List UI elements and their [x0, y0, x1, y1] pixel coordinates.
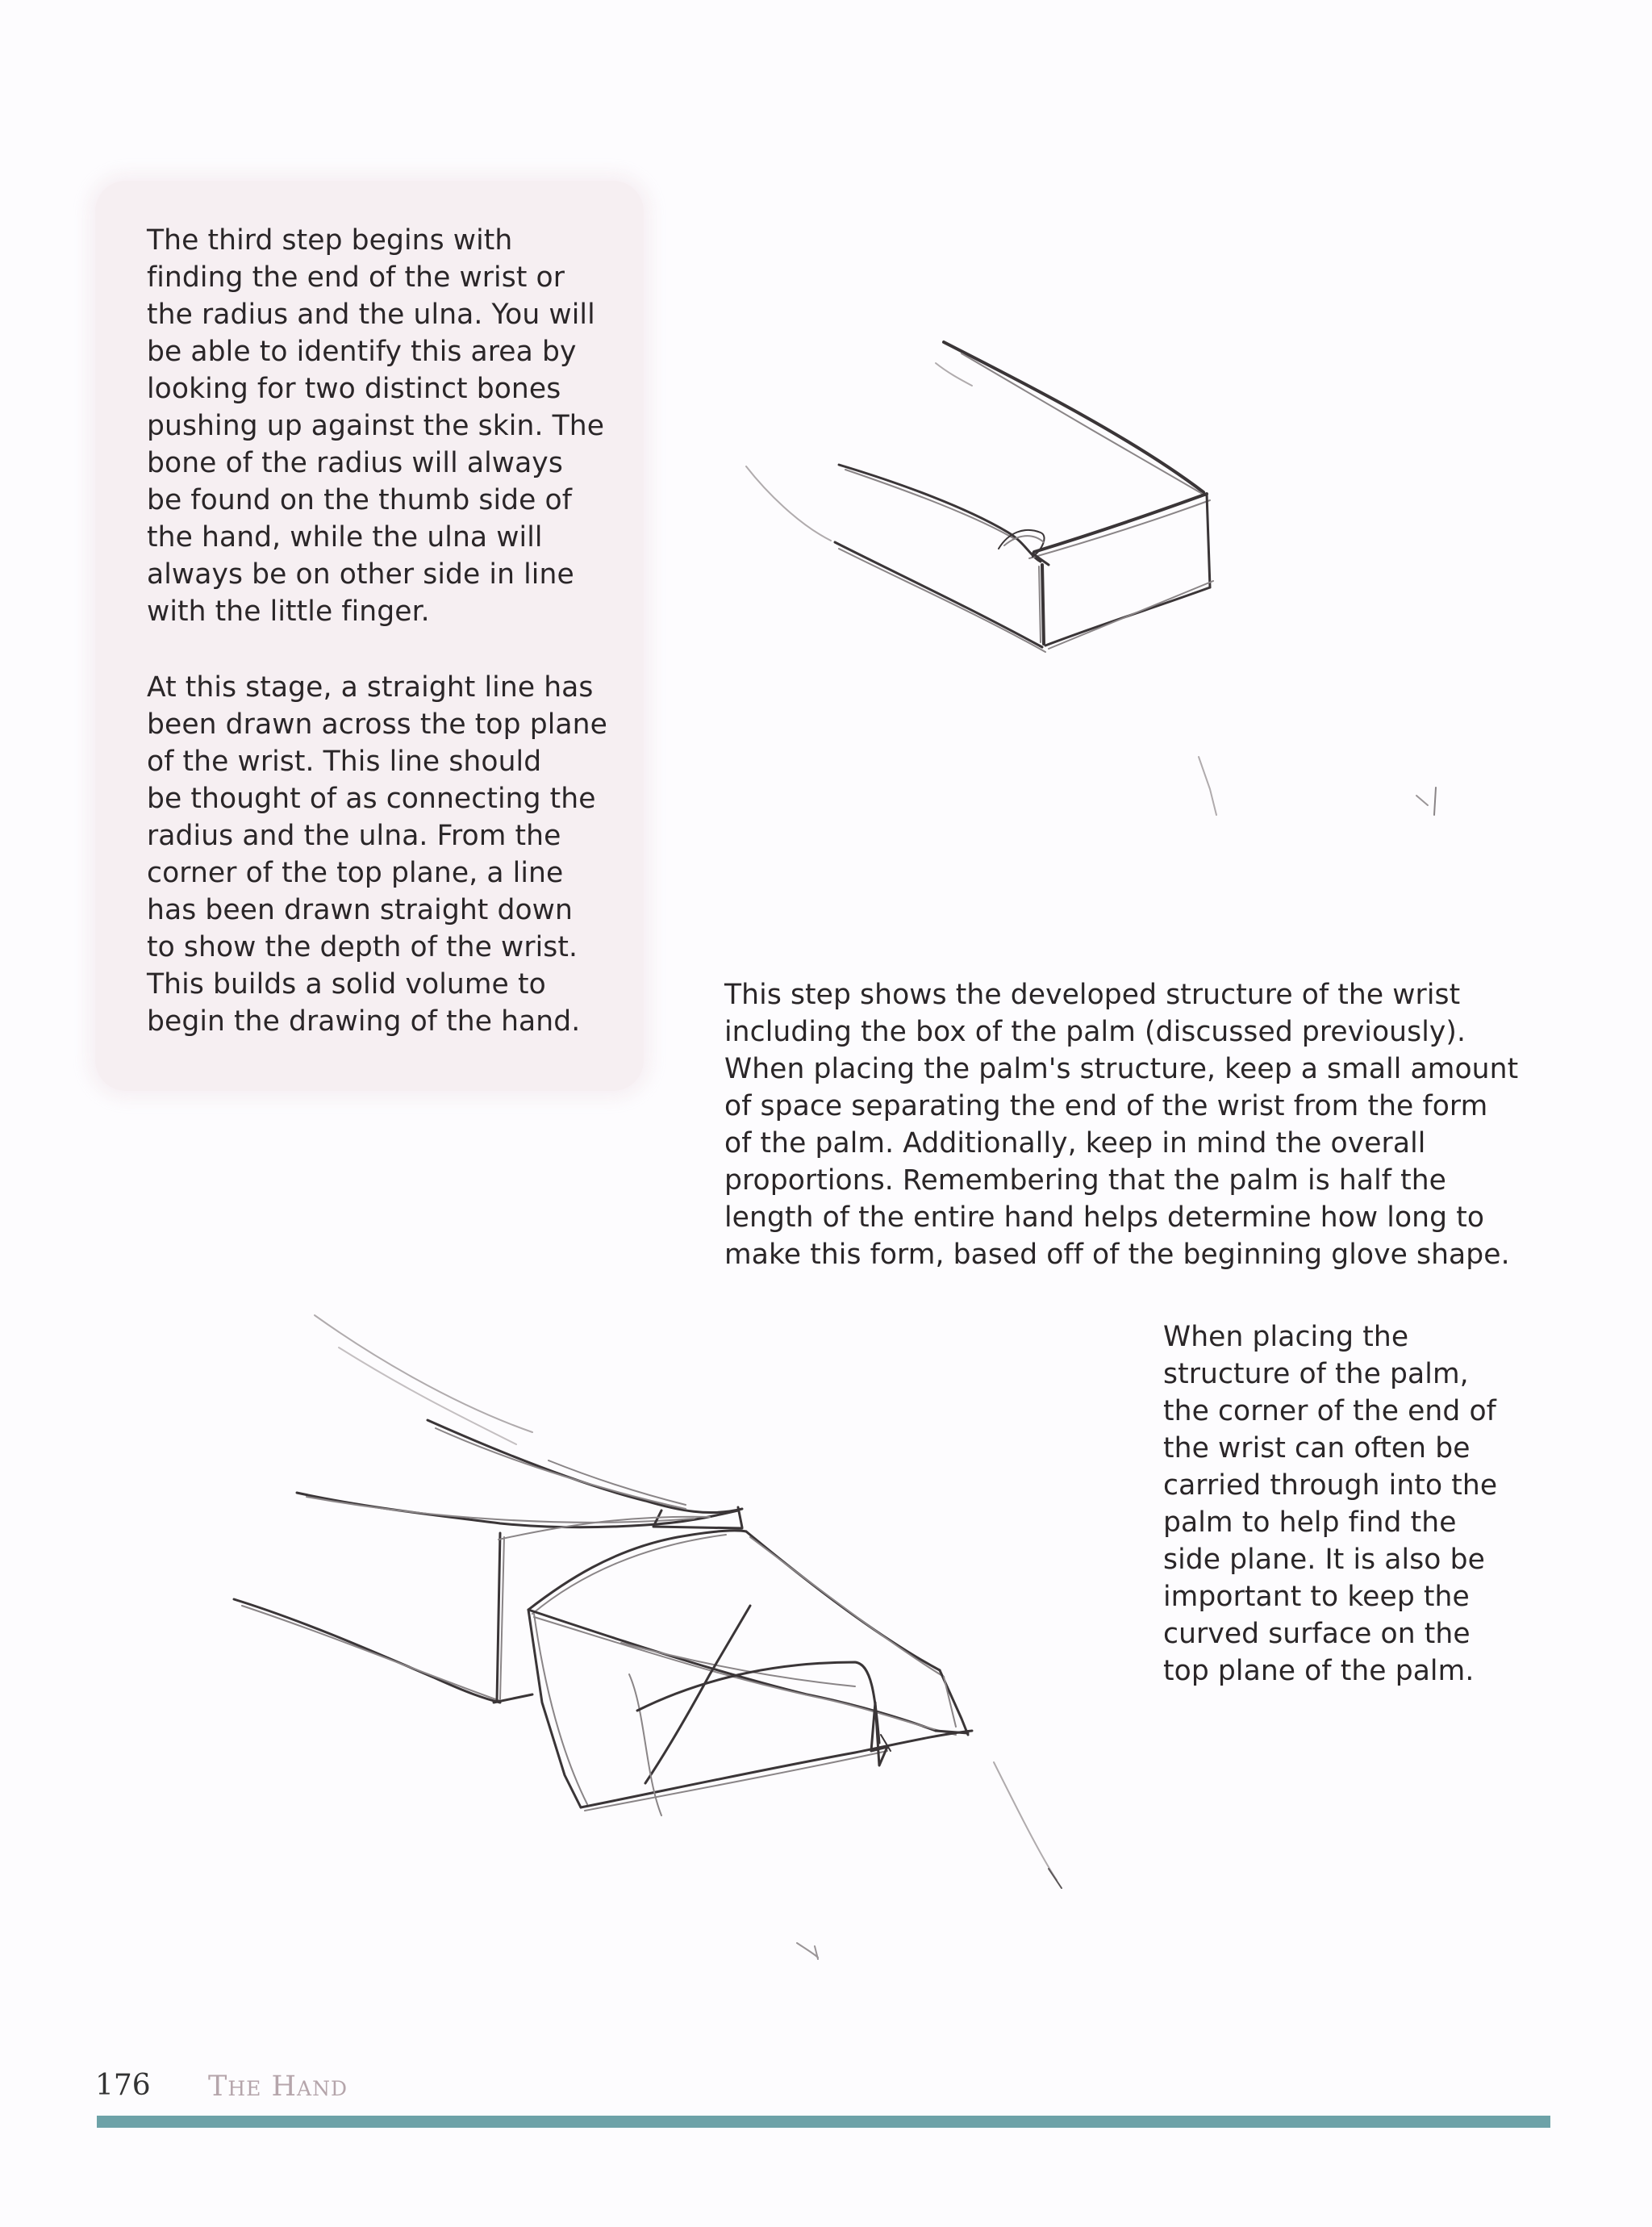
paragraph-developed-structure: This step shows the developed structure of the wrist including the box of the palm (discussed previously). When placing the palm's structure, keep a small amount of space separating the end of the wrist from the form of the palm. Additionally, keep in mind the overall proportions. Remembering that the palm is half the length of the entire hand helps determine how long to make this form, based off of the beginning glove shape.	[724, 979, 1519, 1271]
paragraph-palm-structure: When placing the structure of the palm, the corner of the end of the wrist can often be carried through into the palm to help find the side plane. It is also be important to keep the curved surface on the top plane of the palm.	[1163, 1321, 1498, 1687]
footer-rule	[97, 2116, 1550, 2128]
paragraph-third-step: The third step begins with finding the end of the wrist or the radius and the ulna. You will be able to identify this area by looking for two distinct bones pushing up against the skin. The bone of the radius will always be found on the thumb side of the hand, while the ulna will always be on other side in line with the little finger.	[147, 224, 605, 628]
running-section-title: The Hand	[208, 2070, 348, 2103]
paragraph-straight-line: At this stage, a straight line has been drawn across the top plane of the wrist. This line should be thought of as connecting the radius and the ulna. From the corner of the top plane, a line has been drawn straight down to show the depth of the wrist. This builds a solid volume to begin the drawing of the hand.	[147, 671, 607, 1038]
page-number: 176	[95, 2069, 151, 2102]
